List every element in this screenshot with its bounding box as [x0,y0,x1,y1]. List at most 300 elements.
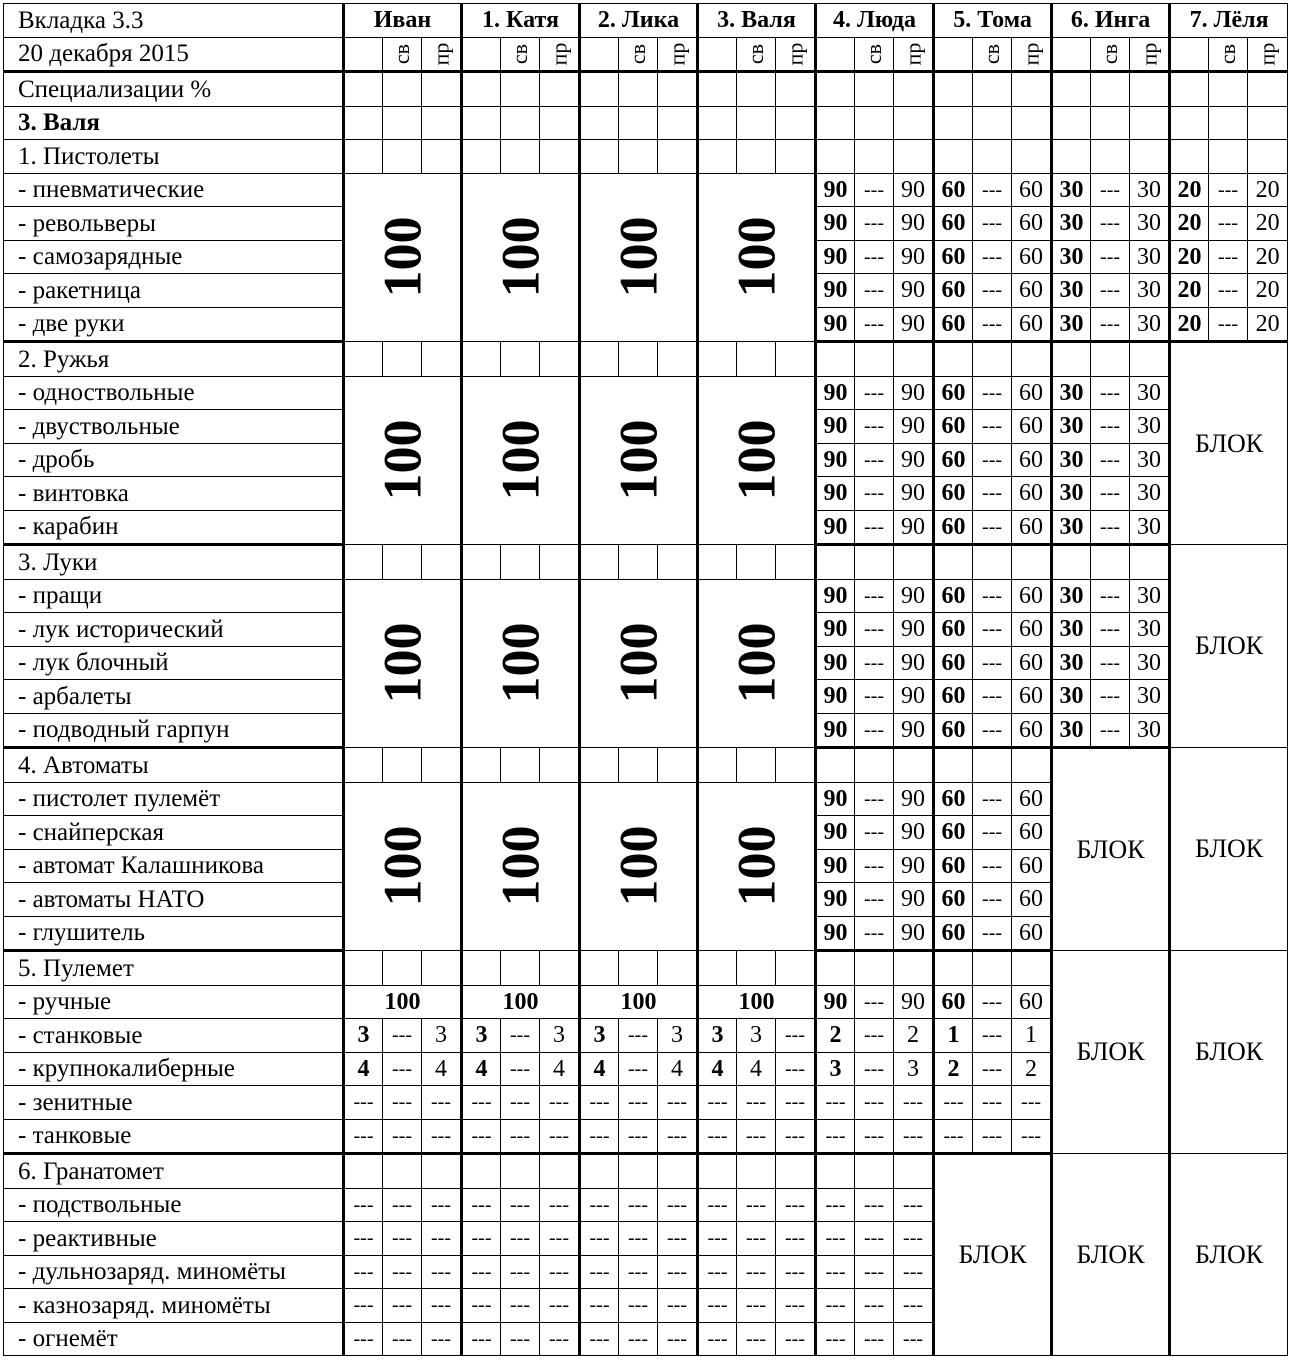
value-cell: 90 [816,883,855,917]
dash-cell: --- [855,883,894,917]
value-cell: 90 [894,510,934,545]
value-cell: 30 [1130,207,1170,241]
value-cell: 20 [1170,307,1209,342]
dash-cell: --- [894,1119,934,1154]
dash-cell: --- [855,1289,894,1323]
cell [1012,545,1052,580]
cell [737,106,776,140]
cell [934,951,973,986]
merged-100-cell [462,173,580,342]
item-label: - карабин [4,510,344,545]
cell [737,1154,776,1189]
sub-header [737,37,776,72]
value-cell: 90 [816,985,855,1019]
person-label: 3. Валя [4,106,344,140]
item-label: - две руки [4,307,344,342]
value-cell: 90 [894,613,934,647]
cell [698,545,737,580]
sub-label: св [625,43,650,64]
cell [1091,342,1130,377]
cell [344,545,383,580]
cell [422,106,462,140]
value-cell: 90 [816,173,855,207]
cell [501,342,540,377]
value-cell: 20 [1248,173,1288,207]
value-cell: 3 [737,1019,776,1053]
value-cell: 3 [698,1019,737,1053]
dash-cell: --- [580,1119,619,1154]
section-title: 1. Пистолеты [4,140,344,174]
sub-header [973,37,1012,72]
dash-cell: --- [973,173,1012,207]
value-cell: 90 [894,816,934,850]
dash-cell: --- [973,274,1012,308]
cell [1248,72,1288,107]
value-cell: 4 [344,1052,383,1086]
table-row [4,140,1310,174]
dash-cell: --- [1209,307,1248,342]
cell [658,72,698,107]
dash-cell: --- [462,1322,501,1356]
item-label: - реактивные [4,1222,344,1256]
dash-cell: --- [619,1052,658,1086]
dash-cell: --- [462,1289,501,1323]
value-cell: 30 [1130,510,1170,545]
dash-cell: --- [462,1255,501,1289]
value-cell: 60 [934,849,973,883]
dash-cell: --- [383,1188,422,1222]
dash-cell: --- [1091,307,1130,342]
table-row [4,37,1310,72]
cell [344,1154,383,1189]
dash-cell: --- [973,1119,1012,1154]
cell [776,72,816,107]
cell [1130,72,1170,107]
dash-cell: --- [580,1086,619,1120]
value-cell: 90 [816,646,855,680]
blocked-cell: БЛОК [1052,951,1170,1154]
value-cell: 60 [934,916,973,951]
cell [580,37,619,72]
value-cell: 20 [1248,240,1288,274]
dash-cell: --- [540,1119,580,1154]
cell [855,106,894,140]
value-cell: 30 [1130,646,1170,680]
item-label: - автомат Калашникова [4,849,344,883]
value-cell: 3 [894,1052,934,1086]
value-cell: 1 [1012,1019,1052,1053]
sub-label: св [743,43,768,64]
dash-cell: --- [934,1086,973,1120]
merged-100-cell [344,173,462,342]
dash-cell: --- [1209,173,1248,207]
cell [894,342,934,377]
item-label: - пистолет пулемёт [4,782,344,816]
cell [1091,106,1130,140]
value-cell: 60 [1012,410,1052,444]
value-100: 100 [490,622,551,704]
group-header: 2. Лика [580,4,698,38]
dash-cell: --- [501,1119,540,1154]
value-cell: 30 [1130,443,1170,477]
cell [1052,37,1091,72]
dash-cell: --- [501,1222,540,1256]
cell [422,951,462,986]
cell [383,1154,422,1189]
merged-100-cell [580,782,698,951]
dash-cell: --- [658,1119,698,1154]
value-cell: 90 [894,173,934,207]
dash-cell: --- [816,1289,855,1323]
value-cell: 30 [1130,307,1170,342]
dash-cell: --- [816,1119,855,1154]
dash-cell: --- [816,1188,855,1222]
dash-cell: --- [973,646,1012,680]
value-cell: 3 [344,1019,383,1053]
merged-100-cell [344,376,462,545]
value-cell: 60 [1012,985,1052,1019]
cell [580,1154,619,1189]
value-cell: 90 [816,849,855,883]
dash-cell: --- [383,1222,422,1256]
dash-cell: --- [1209,207,1248,241]
dash-cell: --- [934,1119,973,1154]
dash-cell: --- [855,713,894,748]
cell [658,951,698,986]
cell [658,106,698,140]
dash-cell: --- [344,1119,383,1154]
value-cell: 60 [934,274,973,308]
dash-cell: --- [737,1322,776,1356]
dash-cell: --- [619,1188,658,1222]
dash-cell: --- [501,1052,540,1086]
cell [501,951,540,986]
cell [737,748,776,783]
sub-header [1248,37,1288,72]
dash-cell: --- [383,1086,422,1120]
group-header: 7. Лёля [1170,4,1288,38]
cell [855,1154,894,1189]
value-cell: 20 [1170,274,1209,308]
dash-cell: --- [855,510,894,545]
cell [816,37,855,72]
value-cell: 90 [894,207,934,241]
value-cell: 60 [1012,782,1052,816]
dash-cell: --- [816,1322,855,1356]
value-cell: 60 [1012,613,1052,647]
value-cell: 60 [934,680,973,714]
value-cell: 60 [934,477,973,511]
cell [737,140,776,174]
cell [698,342,737,377]
dash-cell: --- [855,1119,894,1154]
value-cell: 60 [934,173,973,207]
dash-cell: --- [1209,240,1248,274]
value-cell: 60 [934,410,973,444]
item-label: - станковые [4,1019,344,1053]
blocked-cell: БЛОК [1170,1154,1288,1356]
cell [1012,72,1052,107]
cell [973,342,1012,377]
value-cell: 60 [1012,713,1052,748]
cell [698,72,737,107]
section-title: 4. Автоматы [4,748,344,783]
specialization-table [3,3,1310,1356]
dash-cell: --- [698,1322,737,1356]
value-cell: 20 [1248,274,1288,308]
dash-cell: --- [383,1322,422,1356]
cell [698,37,737,72]
value-cell: 90 [816,613,855,647]
item-label: - огнемёт [4,1322,344,1356]
table-row [4,748,1310,783]
dash-cell: --- [737,1289,776,1323]
cell [973,140,1012,174]
cell [1170,72,1209,107]
value-cell: 90 [894,713,934,748]
cell [1091,545,1130,580]
sub-header [894,37,934,72]
value-cell: 60 [1012,207,1052,241]
value-100: 100 [608,419,669,501]
dash-cell: --- [973,307,1012,342]
dash-cell: --- [737,1255,776,1289]
item-label: - снайперская [4,816,344,850]
value-cell: 30 [1052,477,1091,511]
dash-cell: --- [816,1255,855,1289]
group-header: 3. Валя [698,4,816,38]
dash-cell: --- [855,410,894,444]
cell [540,951,580,986]
dash-cell: --- [776,1119,816,1154]
cell [816,951,855,986]
cell [1052,140,1091,174]
dash-cell: --- [619,1086,658,1120]
dash-cell: --- [855,816,894,850]
cell [462,140,501,174]
value-cell: 60 [934,207,973,241]
sub-label: св [389,43,414,64]
value-cell: 30 [1130,579,1170,613]
cell [1012,748,1052,783]
value-cell: 60 [1012,173,1052,207]
cell [698,106,737,140]
cell [383,72,422,107]
cell [816,1154,855,1189]
cell [501,140,540,174]
cell [540,72,580,107]
value-100: 100 [608,216,669,298]
dash-cell: --- [501,1289,540,1323]
value-cell: 60 [1012,510,1052,545]
cell [383,748,422,783]
cell [1170,106,1209,140]
cell [973,545,1012,580]
merged-100-cell [698,173,816,342]
item-label: - подводный гарпун [4,713,344,748]
dash-cell: --- [973,240,1012,274]
sheet-title: Вкладка 3.3 [4,4,344,38]
item-label: - крупнокалиберные [4,1052,344,1086]
cell [344,342,383,377]
dash-cell: --- [855,240,894,274]
spec-label: Специализации % [4,72,344,107]
cell [580,748,619,783]
sub-label: пр [428,42,453,66]
sub-label: пр [1254,42,1280,66]
cell [462,951,501,986]
dash-cell: --- [894,1188,934,1222]
item-label: - лук блочный [4,646,344,680]
dash-cell: --- [658,1188,698,1222]
dash-cell: --- [1091,274,1130,308]
value-cell: 30 [1130,376,1170,410]
dash-cell: --- [855,307,894,342]
dash-cell: --- [383,1019,422,1053]
cell [776,140,816,174]
value-cell: 90 [894,274,934,308]
dash-cell: --- [973,849,1012,883]
value-cell: 90 [894,307,934,342]
section-title: 5. Пулемет [4,951,344,986]
table-row [4,72,1310,107]
dash-cell: --- [1091,410,1130,444]
dash-cell: --- [344,1086,383,1120]
cell [462,545,501,580]
cell [619,951,658,986]
cell [658,140,698,174]
value-cell: 30 [1130,410,1170,444]
dash-cell: --- [855,985,894,1019]
dash-cell: --- [540,1255,580,1289]
cell [855,140,894,174]
cell [737,545,776,580]
cell [973,106,1012,140]
dash-cell: --- [658,1289,698,1323]
value-cell: 60 [934,816,973,850]
dash-cell: --- [698,1255,737,1289]
dash-cell: --- [658,1255,698,1289]
dash-cell: --- [1012,1119,1052,1154]
table-row [4,951,1310,986]
table-row [4,342,1310,377]
value-cell: 90 [816,307,855,342]
value-cell: 90 [894,985,934,1019]
dash-cell: --- [894,1255,934,1289]
cell [776,951,816,986]
dash-cell: --- [855,207,894,241]
cell [383,342,422,377]
dash-cell: --- [816,1086,855,1120]
cell [619,140,658,174]
cell [580,342,619,377]
dash-cell: --- [1091,713,1130,748]
cell [540,106,580,140]
sub-header [1091,37,1130,72]
value-cell: 90 [816,782,855,816]
sub-header [422,37,462,72]
blocked-cell: БЛОК [1052,1154,1170,1356]
value-cell: 60 [934,579,973,613]
dash-cell: --- [698,1119,737,1154]
value-cell: 60 [934,713,973,748]
value-cell: 60 [934,883,973,917]
dash-cell: --- [580,1289,619,1323]
value-cell: 90 [894,410,934,444]
dash-cell: --- [619,1222,658,1256]
dash-cell: --- [1091,646,1130,680]
cell [540,140,580,174]
cell [934,748,973,783]
value-cell: 30 [1052,207,1091,241]
dash-cell: --- [383,1119,422,1154]
merged-100-cell [698,376,816,545]
dash-cell: --- [383,1255,422,1289]
value-cell: 30 [1130,173,1170,207]
dash-cell: --- [855,613,894,647]
cell [737,72,776,107]
value-cell: 20 [1170,240,1209,274]
cell [934,37,973,72]
blocked-cell: БЛОК [1170,748,1288,951]
group-header: 5. Тома [934,4,1052,38]
sub-header [619,37,658,72]
dash-cell: --- [501,1322,540,1356]
value-cell: 30 [1052,646,1091,680]
value-cell: 90 [894,443,934,477]
value-cell: 20 [1170,207,1209,241]
value-100-cell: 100 [344,985,462,1019]
value-cell: 20 [1170,173,1209,207]
cell [344,748,383,783]
cell [973,748,1012,783]
value-cell: 60 [934,443,973,477]
cell [776,1154,816,1189]
sub-label: пр [664,42,689,66]
sub-header [540,37,580,72]
dash-cell: --- [1209,274,1248,308]
cell [776,748,816,783]
dash-cell: --- [855,1052,894,1086]
cell [1130,106,1170,140]
cell [462,106,501,140]
dash-cell: --- [776,1289,816,1323]
value-cell: 30 [1130,240,1170,274]
item-label: - дульнозаряд. миномёты [4,1255,344,1289]
cell [540,1154,580,1189]
value-cell: 90 [894,477,934,511]
cell [1052,72,1091,107]
value-cell: 60 [1012,883,1052,917]
dash-cell: --- [776,1086,816,1120]
cell [619,342,658,377]
cell [816,748,855,783]
cell [1091,72,1130,107]
sub-header [1209,37,1248,72]
value-cell: 90 [816,816,855,850]
section-title: 3. Луки [4,545,344,580]
cell [580,951,619,986]
value-cell: 4 [658,1052,698,1086]
cell [658,1154,698,1189]
value-cell: 30 [1130,680,1170,714]
cell [658,545,698,580]
dash-cell: --- [580,1222,619,1256]
sub-label: св [861,43,887,64]
cell [501,106,540,140]
table-row [4,545,1310,580]
value-cell: 90 [816,680,855,714]
